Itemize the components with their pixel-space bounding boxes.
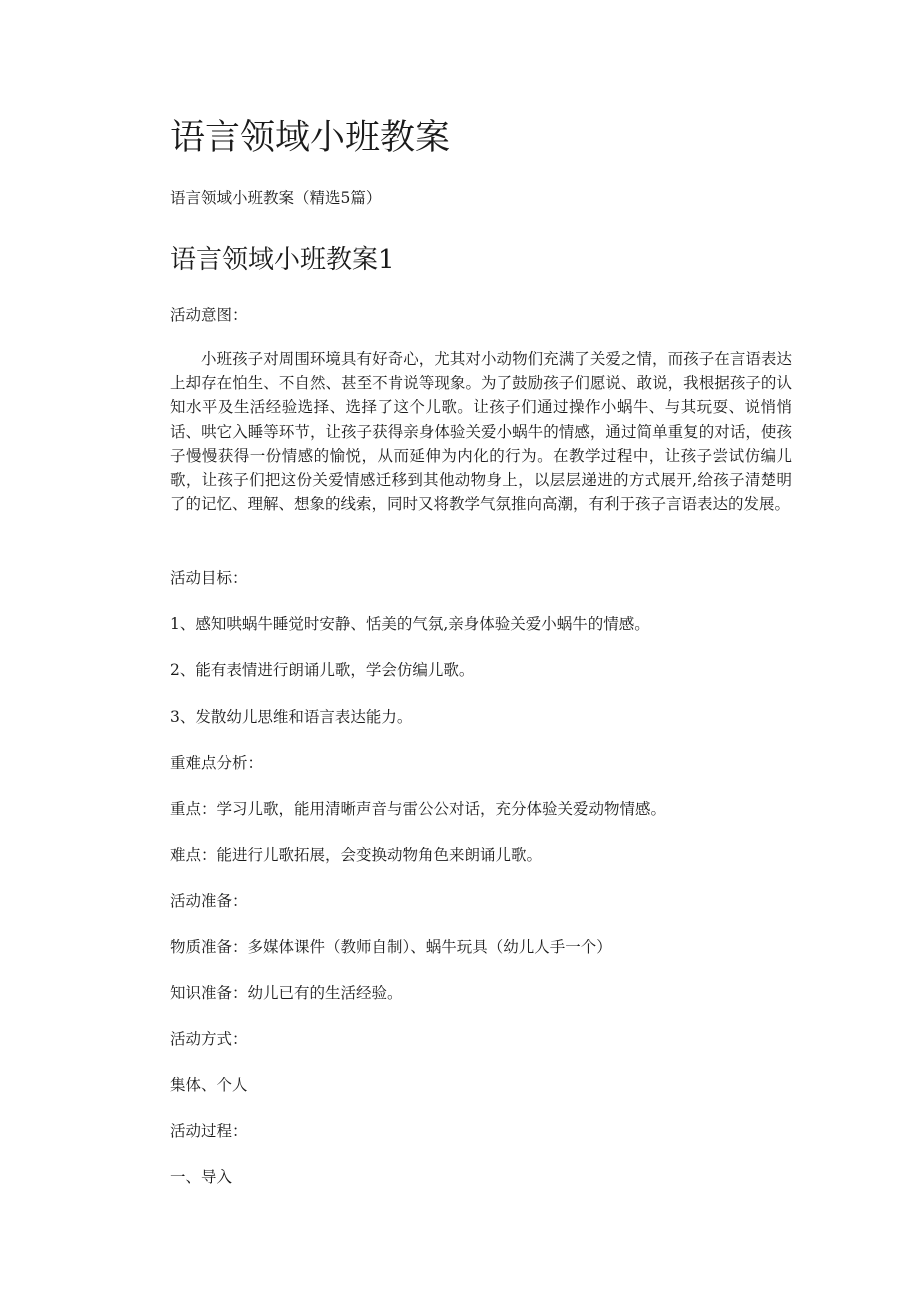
key-point: 重点：学习儿歌，能用清晰声音与雷公公对话，充分体验关爱动物情感。 [170,800,667,818]
goal-item-2: 2、能有表情进行朗诵儿歌，学会仿编儿歌。 [170,661,475,679]
goals-heading: 活动目标： [170,569,248,587]
section-title: 语言领域小班教案1 [170,245,395,275]
process-step-1: 一、导入 [170,1168,233,1186]
prep-heading: 活动准备： [170,892,248,910]
goal-item-1: 1、感知哄蜗牛睡觉时安静、恬美的气氛,亲身体验关爱小蜗牛的情感。 [170,615,650,633]
difficult-point: 难点：能进行儿歌拓展，会变换动物角色来朗诵儿歌。 [170,846,543,864]
goal-item-3: 3、发散幼儿思维和语言表达能力。 [170,708,413,726]
intent-body: 小班孩子对周围环境具有好奇心，尤其对小动物们充满了关爱之情，而孩子在言语表达上却存在怕生、不自然、甚至不肯说等现象。为了鼓励孩子们愿说、敢说，我根据孩子的认知水平及生活经验选择、选择了这个儿歌。让孩子们通过操作小蜗牛、与其玩耍、说悄悄话、哄它入睡等环节，让孩子获得亲身体验关爱小蜗牛的情感，通过简单重复的对话，使孩子慢慢获得一份情感的愉悦，从而延伸为内化的行为。在教学过程中，让孩子尝试仿编儿歌，让孩子们把这份关爱情感迁移到其他动物身上，以层层递进的方式展开,给孩子清楚明了的记忆、理解、想象的线索，同时又将教学气氛推向高潮，有利于孩子言语表达的发展。 [170,350,792,514]
mode-value: 集体、个人 [170,1076,248,1094]
mode-heading: 活动方式： [170,1030,248,1048]
knowledge-prep: 知识准备：幼儿已有的生活经验。 [170,984,403,1002]
analysis-heading: 重难点分析： [170,754,264,772]
intent-heading: 活动意图： [170,306,248,324]
material-prep: 物质准备：多媒体课件（教师自制）、蜗牛玩具（幼儿人手一个） [170,938,612,956]
document-title: 语言领域小班教案 [170,118,451,158]
process-heading: 活动过程： [170,1122,248,1140]
document-subtitle: 语言领域小班教案（精选5篇） [170,189,382,207]
